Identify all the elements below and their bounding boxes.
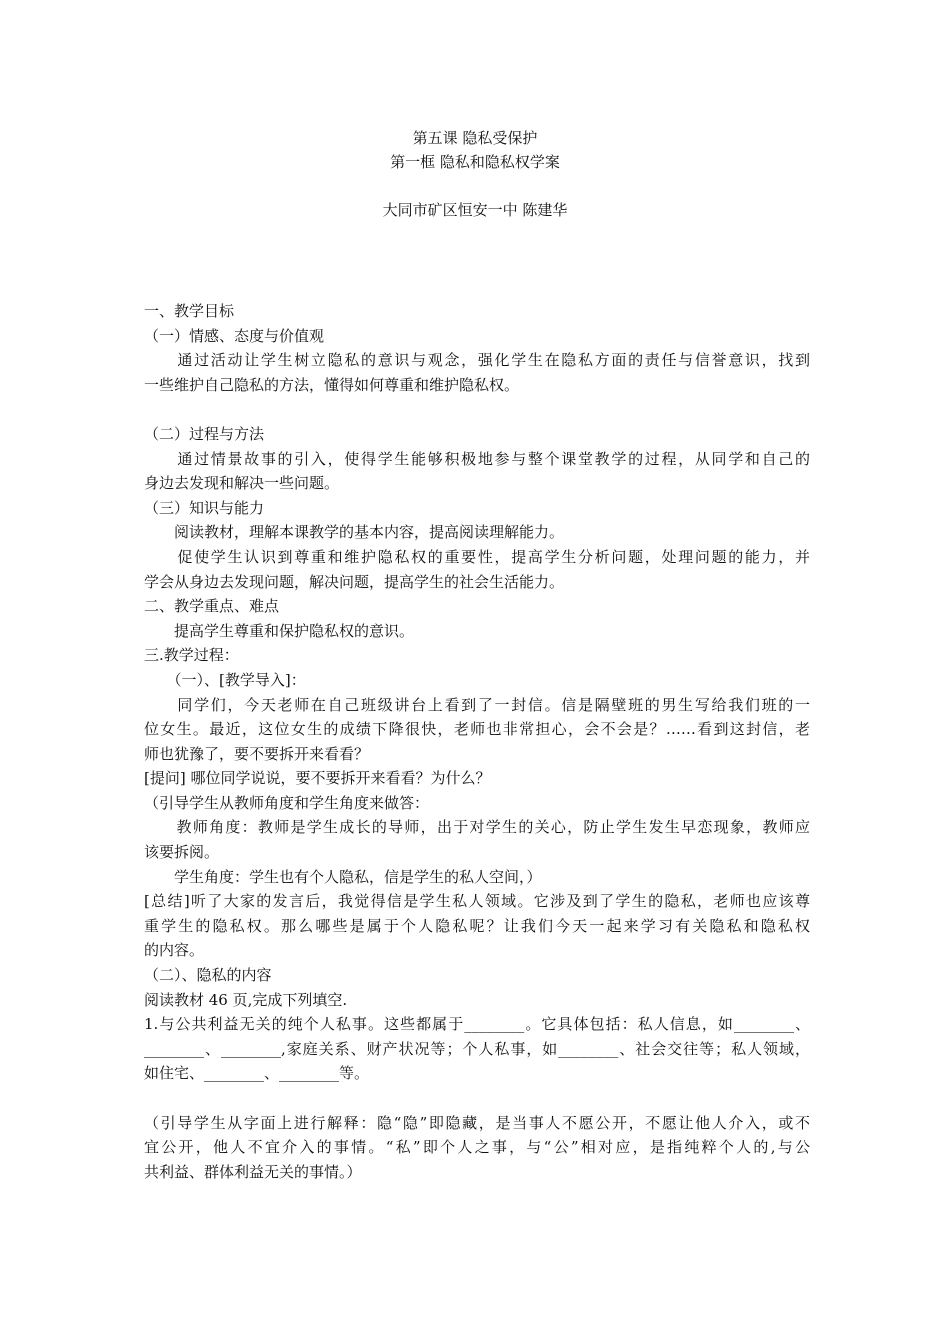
body-line: ________、________,家庭关系、财产状况等；个人私事，如________、社会交往等；私人领域， (144, 1039, 810, 1058)
body-line: 阅读教材 46 页,完成下列填空. (144, 990, 348, 1009)
body-line: 促使学生认识到尊重和维护隐私权的重要性，提高学生分析问题，处理问题的能力，并 (144, 547, 810, 566)
body-line: 一、教学目标 (144, 302, 235, 320)
body-line: 学会从身边去发现问题，解决问题，提高学生的社会生活能力。 (144, 572, 565, 591)
body-line: 如住宅、________、________等。 (144, 1064, 370, 1083)
body-line: 一些维护自己隐私的方法，懂得如何尊重和维护隐私权。 (144, 375, 520, 394)
body-line: （一）情感、态度与价值观 (144, 326, 325, 345)
body-line: （三）知识与能力 (144, 498, 265, 517)
body-line: （一）、[教学导入]： (144, 670, 306, 689)
body-line: 该要拆阅。 (144, 843, 220, 862)
body-line (144, 397, 810, 422)
body-line: 阅读教材，理解本课教学的基本内容，提高阅读理解能力。 (144, 523, 565, 542)
body-line: 三.教学过程： (144, 646, 239, 665)
body-line: 提高学生尊重和保护隐私权的意识。 (144, 621, 415, 640)
body-line: 通过活动让学生树立隐私的意识与观念，强化学生在隐私方面的责任与信誉意识，找到 (144, 351, 810, 370)
body-line: 共利益、群体利益无关的事情。） (144, 1162, 362, 1181)
body-line: 身边去发现和解决一些问题。 (144, 474, 340, 493)
body-line: （二）过程与方法 (144, 424, 265, 443)
body-line (144, 1086, 810, 1111)
body-line: 宜公开，他人不宜介入的事情。“私”即个人之事，与“公”相对应，是指纯粹个人的,与公 (144, 1138, 810, 1157)
page-title: 第五课 隐私受保护 (412, 129, 538, 147)
page-subtitle: 第一框 隐私和隐私权学案 (390, 153, 560, 171)
body-line: （二）、隐私的内容 (144, 966, 272, 985)
body-line: （引导学生从教师角度和学生角度来做答： (144, 793, 430, 812)
body-line: 通过情景故事的引入，使得学生能够积极地参与整个课堂教学的过程，从同学和自己的 (144, 449, 810, 468)
body-line: 重学生的隐私权。那么哪些是属于个人隐私呢？让我们今天一起来学习有关隐私和隐私权 (144, 916, 810, 935)
document-body (144, 299, 810, 1184)
body-line: 1.与公共利益无关的纯个人私事。这些都属于________。它具体包括：私人信息，如________、 (144, 1015, 810, 1034)
body-line: （引导学生从字面上进行解释：隐“隐”即隐藏，是当事人不愿公开，不愿让他人介入，或不 (144, 1113, 810, 1132)
body-line: 教师角度：教师是学生成长的导师，出于对学生的关心，防止学生发生早恋现象，教师应 (144, 818, 810, 837)
body-line: 学生角度：学生也有个人隐私，信是学生的私人空间，） (144, 867, 542, 886)
body-line: 同学们，今天老师在自己班级讲台上看到了一封信。信是隔壁班的男生写给我们班的一 (144, 695, 810, 714)
body-line: 的内容。 (144, 941, 205, 960)
body-line: [总结]听了大家的发言后，我觉得信是学生私人领域。它涉及到了学生的隐私，老师也应该尊 (144, 892, 810, 911)
body-line: 位女生。最近，这位女生的成绩下降很快，老师也非常担心，会不会是？……看到这封信，老 (144, 720, 810, 739)
body-line: 二、教学重点、难点 (144, 597, 280, 616)
body-line: 师也犹豫了，要不要拆开来看看？ (144, 744, 370, 763)
body-line: [提问] 哪位同学说说，要不要拆开来看看？为什么？ (144, 769, 491, 788)
author-line: 大同市矿区恒安一中 陈建华 (382, 201, 568, 219)
